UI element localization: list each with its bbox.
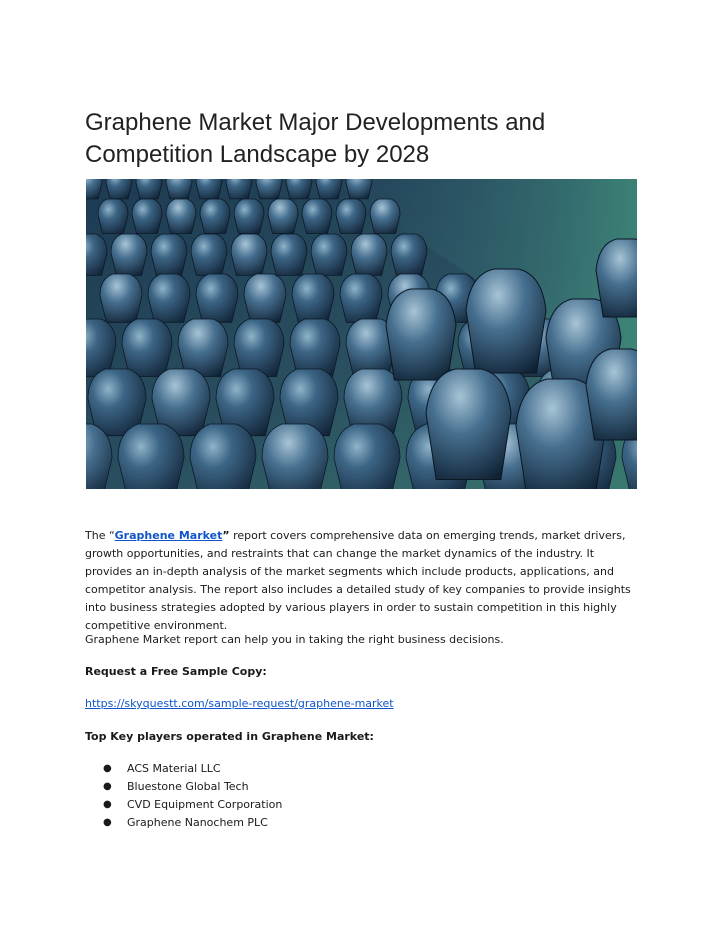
graphene-block-shape bbox=[118, 424, 184, 489]
graphene-block-shape bbox=[226, 179, 252, 199]
decision-line: Graphene Market report can help you in taking the right business decisions. bbox=[85, 633, 504, 646]
graphene-block-shape bbox=[196, 179, 222, 199]
graphene-block-shape bbox=[151, 234, 187, 275]
intro-quote-close: ” bbox=[222, 529, 230, 542]
graphene-block-shape bbox=[311, 234, 347, 275]
graphene-block-shape bbox=[200, 199, 230, 234]
graphene-block-shape bbox=[111, 234, 147, 275]
graphene-block-shape bbox=[190, 424, 256, 489]
graphene-block-shape bbox=[370, 199, 400, 234]
graphene-block-shape bbox=[166, 199, 196, 234]
graphene-block-shape bbox=[106, 179, 132, 199]
intro-body: report covers comprehensive data on emerging trends, market drivers, growth opportunities, and restraints that can change the market dynamics of the industry. It provides an in-depth analysis of the market segments which include products, applications, and competitor analysis. The report also includes a detailed study of key companies to provide insights into business strategies adopted by various players in order to sustain competition in this highly competitive environment. bbox=[85, 529, 631, 632]
graphene-block-shape bbox=[271, 234, 307, 275]
graphene-block-shape bbox=[292, 274, 334, 322]
graphene-block-shape bbox=[340, 274, 382, 322]
graphene-block-shape bbox=[178, 319, 228, 377]
players-heading: Top Key players operated in Graphene Market: bbox=[85, 730, 374, 743]
graphene-block-shape bbox=[336, 199, 366, 234]
graphene-block-shape bbox=[268, 199, 298, 234]
graphene-block-shape bbox=[98, 199, 128, 234]
graphene-block-shape bbox=[100, 274, 142, 322]
key-players-list bbox=[85, 760, 282, 832]
graphene-block-shape bbox=[286, 179, 312, 199]
graphene-block-shape bbox=[391, 234, 427, 275]
player-name: ACS Material LLC bbox=[127, 762, 221, 775]
graphene-block-shape bbox=[586, 349, 637, 440]
sample-heading: Request a Free Sample Copy: bbox=[85, 665, 267, 678]
graphene-block-shape bbox=[256, 179, 282, 199]
bullet-icon: ● bbox=[103, 799, 112, 810]
graphene-block-shape bbox=[191, 234, 227, 275]
graphene-block-shape bbox=[346, 179, 372, 199]
graphene-block-shape bbox=[596, 239, 637, 317]
intro-paragraph bbox=[85, 527, 637, 635]
graphene-block-shape bbox=[262, 424, 328, 489]
graphene-block-shape bbox=[132, 199, 162, 234]
graphene-block-shape bbox=[302, 199, 332, 234]
graphene-block-shape bbox=[196, 274, 238, 322]
graphene-block-shape bbox=[148, 274, 190, 322]
sample-request-link[interactable]: https://skyquestt.com/sample-request/graphene-market bbox=[85, 697, 394, 710]
player-name: CVD Equipment Corporation bbox=[127, 798, 283, 811]
graphene-block-shape bbox=[234, 199, 264, 234]
bullet-icon: ● bbox=[103, 781, 112, 792]
document-title: Graphene Market Major Developments and Competition Landscape by 2028 bbox=[85, 109, 546, 168]
graphene-block-shape bbox=[122, 319, 172, 377]
graphene-block-shape bbox=[466, 269, 546, 373]
intro-prefix: The “ bbox=[85, 529, 115, 542]
graphene-3d-structure-image bbox=[86, 179, 637, 489]
bullet-icon: ● bbox=[103, 817, 112, 828]
graphene-block-shape bbox=[351, 234, 387, 275]
player-name: Graphene Nanochem PLC bbox=[127, 816, 268, 829]
graphene-block-shape bbox=[386, 289, 456, 380]
list-item bbox=[85, 814, 282, 832]
bullet-icon: ● bbox=[103, 763, 112, 774]
graphene-market-link[interactable]: Graphene Market bbox=[114, 529, 223, 542]
graphene-block-shape bbox=[166, 179, 192, 199]
graphene-block-shape bbox=[334, 424, 400, 489]
graphene-block-shape bbox=[316, 179, 342, 199]
graphene-block-shape bbox=[426, 369, 511, 480]
graphene-block-shape bbox=[136, 179, 162, 199]
graphene-block-shape bbox=[234, 319, 284, 377]
list-item bbox=[85, 778, 282, 796]
hero-image bbox=[86, 179, 637, 489]
sample-link-paragraph bbox=[85, 695, 637, 713]
graphene-block-shape bbox=[231, 234, 267, 275]
graphene-block-shape bbox=[244, 274, 286, 322]
list-item bbox=[85, 760, 282, 778]
list-item bbox=[85, 796, 282, 814]
player-name: Bluestone Global Tech bbox=[127, 780, 249, 793]
graphene-block-shape bbox=[290, 319, 340, 377]
